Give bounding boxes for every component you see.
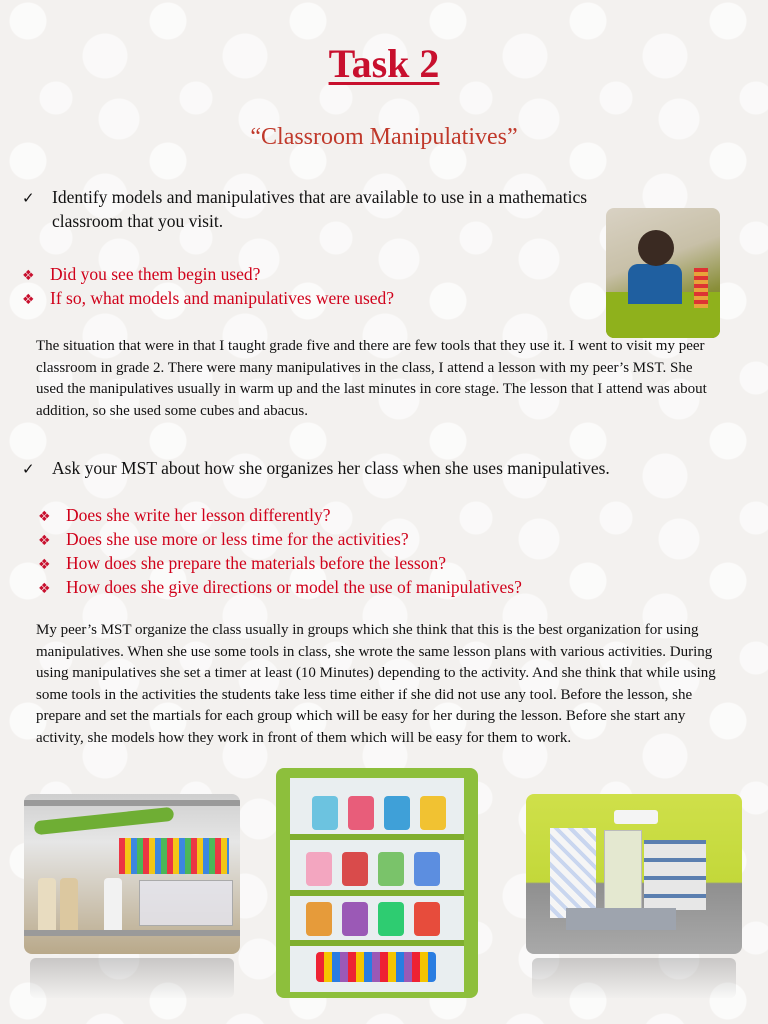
section2-answer: My peer’s MST organize the class usually in groups which she think that this is the best organization for using manipulatives. When she use some tools in class, she wrote the same lesson plans with various activities. During using manipulatives she set a timer at least (10 Minutes) depending to the activity. And she think that while using some tools in the activities the students take less time either if she did not use any tool. Before the lesson, she prepare and set the martials for each group which will be easy for her during the lesson. Before she start any activity, she models how they work in front of them which will be easy for them to work. [36, 622, 716, 746]
section1-prompt [22, 185, 662, 233]
diamond-bullet-icon: ❖ [38, 557, 51, 573]
section2-questions [38, 503, 522, 599]
list-item: ❖ How does she prepare the materials before the lesson? [38, 551, 522, 575]
classroom-photo [526, 794, 742, 954]
diamond-bullet-icon: ❖ [38, 509, 51, 525]
list-item: ❖ Does she write her lesson differently? [38, 503, 522, 527]
section1-questions [22, 262, 394, 310]
photo-reflection [30, 958, 234, 998]
section2-prompt [22, 456, 742, 481]
diamond-bullet-icon: ❖ [38, 581, 51, 597]
diamond-bullet-icon: ❖ [22, 292, 35, 308]
diamond-bullet-icon: ❖ [38, 533, 51, 549]
section1-answer: The situation that were in that I taught grade five and there are few tools that they use it. I went to visit my peer classroom in grade 2. There were many manipulatives in the class, I attend a lesson with my peer’s MST. She used the manipulatives usually in warm up and the last minutes in core stage. The lesson that I attend was about addition, so she used some cubes and abacus. [36, 338, 707, 419]
diamond-bullet-icon: ❖ [22, 268, 35, 284]
jar-shelf-photo [276, 768, 478, 998]
checkmark-icon: ✓ [22, 189, 35, 207]
page-subtitle: “Classroom Manipulatives” [250, 124, 518, 150]
section1-prompt-text: Identify models and manipulatives that are available to use in a mathematics classroom that you visit. [52, 187, 588, 231]
list-item: ❖ Did you see them begin used? [22, 262, 394, 286]
list-item: ❖ Does she use more or less time for the activities? [38, 527, 522, 551]
list-item: ❖ How does she give directions or model the use of manipulatives? [38, 575, 522, 599]
checkmark-icon: ✓ [22, 460, 35, 478]
student-with-abacus-photo [606, 208, 720, 338]
photo-reflection [532, 958, 736, 998]
shelf-manipulatives-photo [24, 794, 240, 954]
section2-prompt-text: Ask your MST about how she organizes her class when she uses manipulatives. [52, 458, 610, 478]
page-title: Task 2 [328, 41, 440, 86]
list-item: ❖ If so, what models and manipulatives were used? [22, 286, 394, 310]
